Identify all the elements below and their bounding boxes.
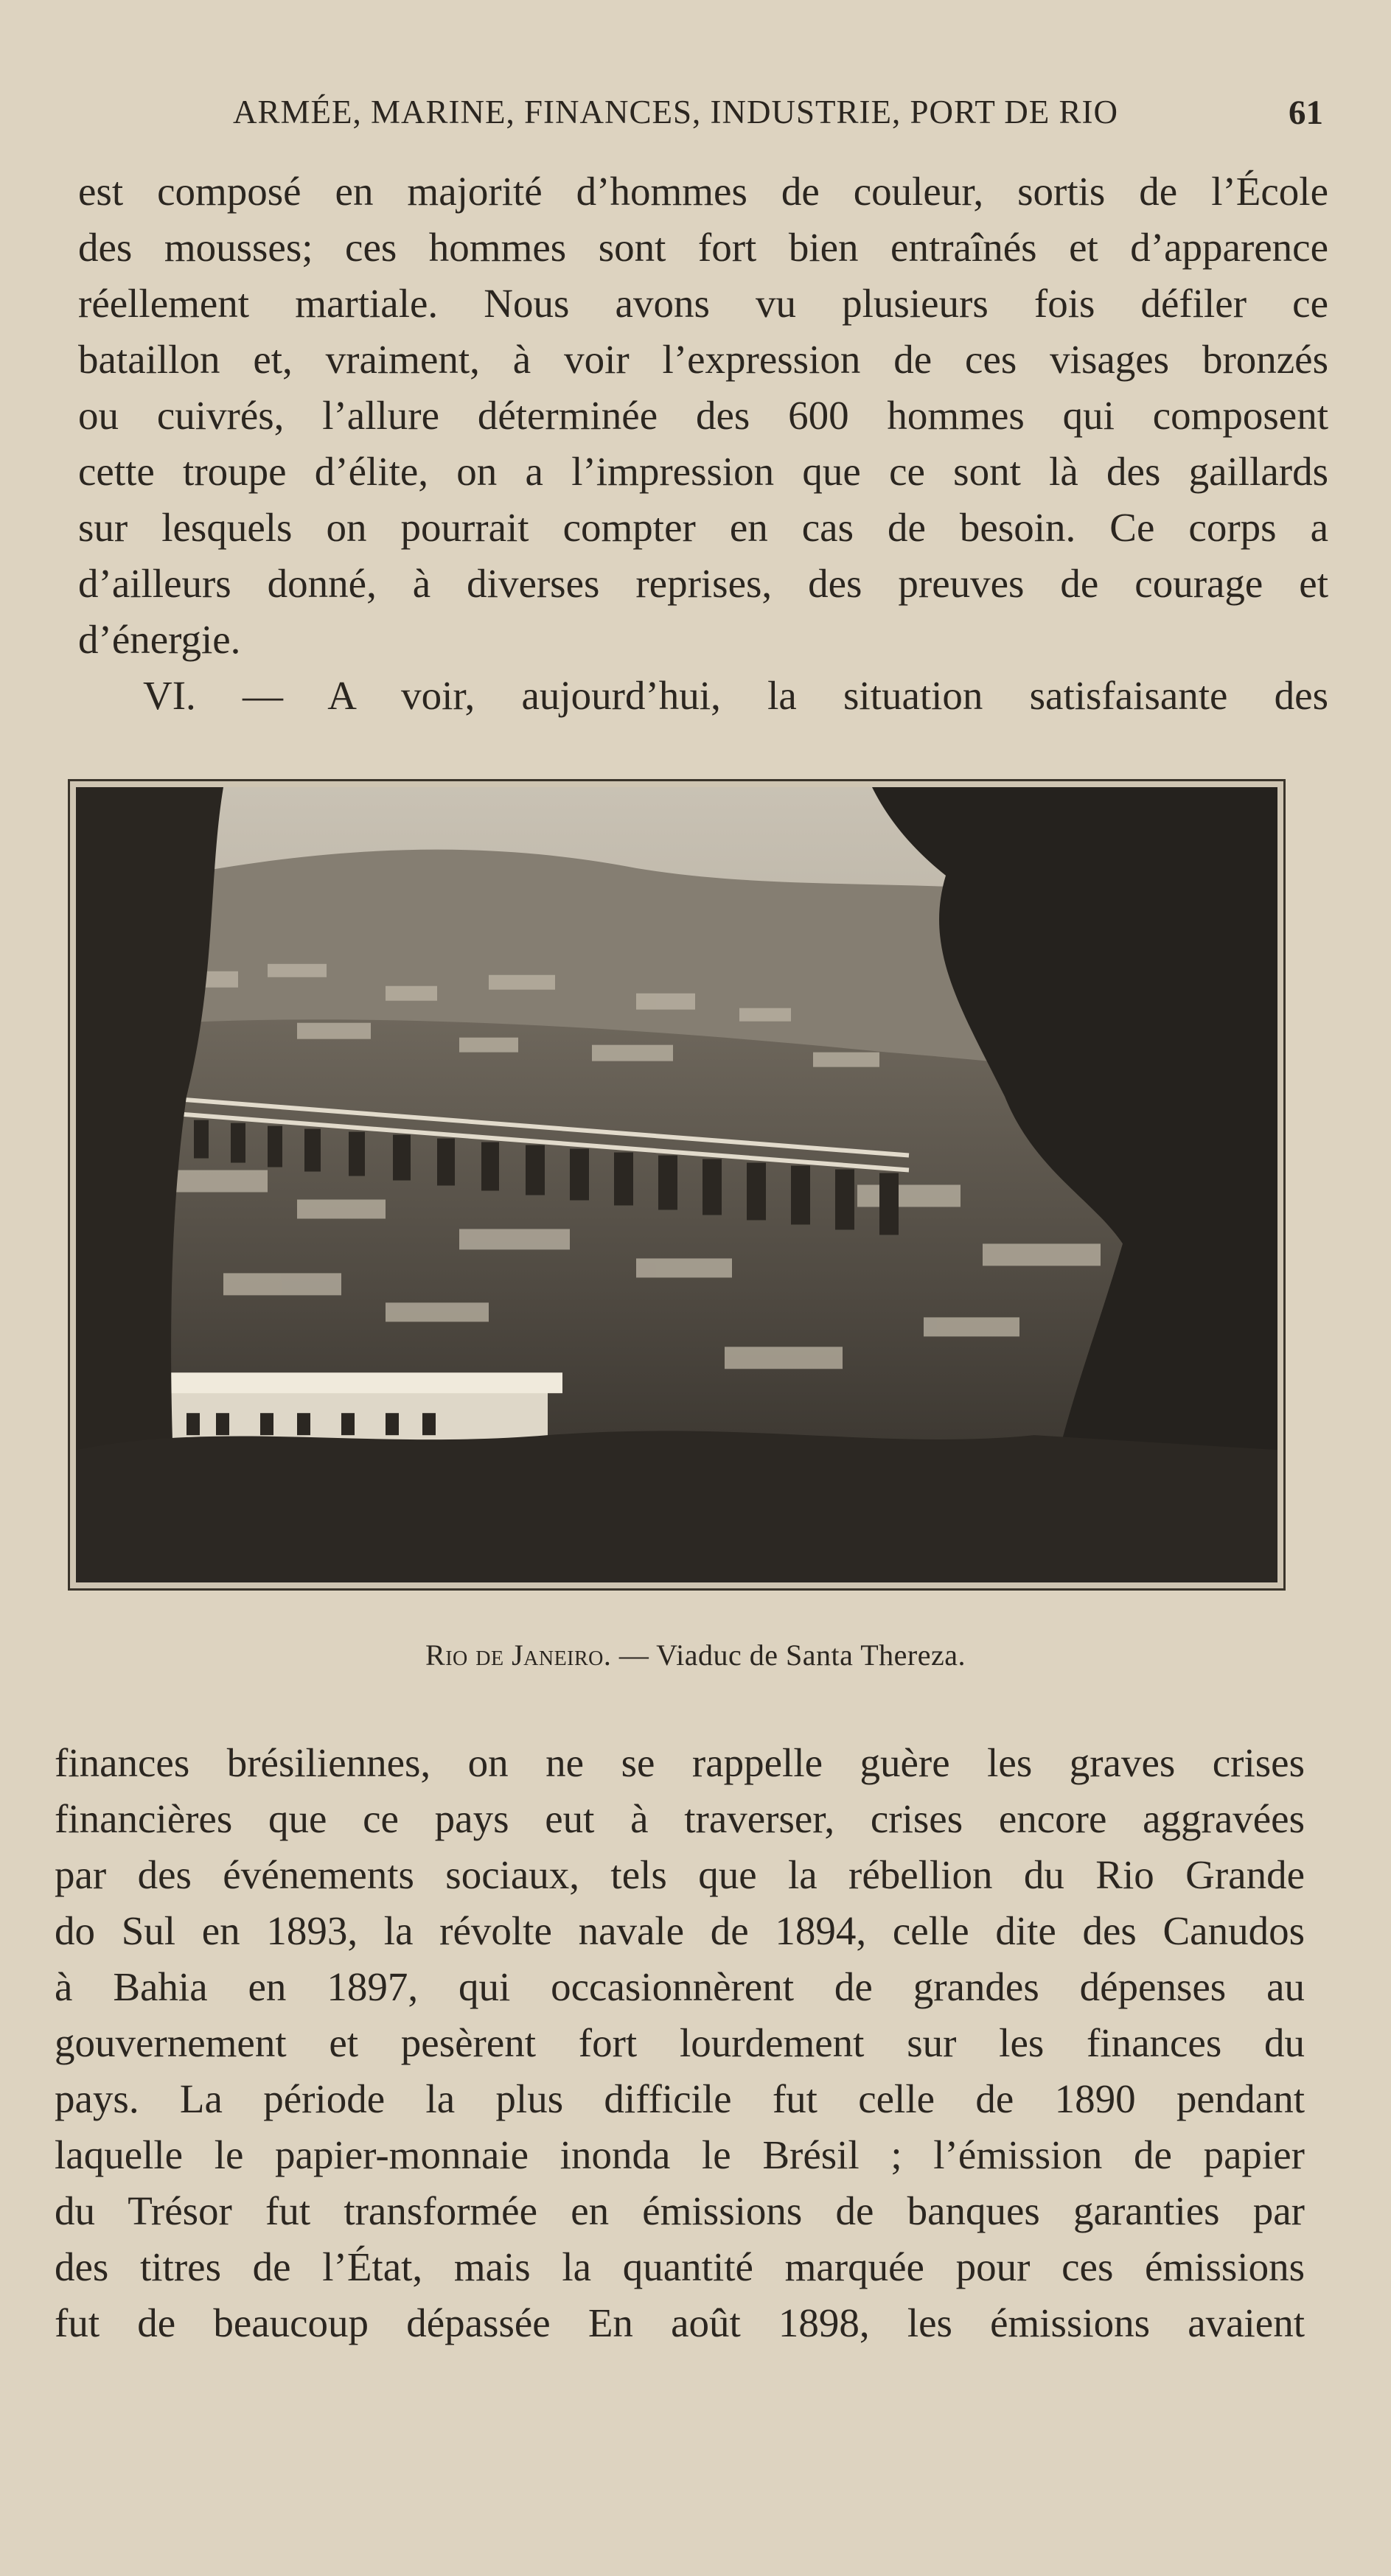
text-line: bataillon et, vraiment, à voir l’expression de ces visages bronzés bbox=[78, 337, 1328, 382]
text-line: financières que ce pays eut à traverser, crises encore aggravées bbox=[55, 1796, 1305, 1841]
foliage-foreground bbox=[76, 1431, 1277, 1582]
text-line: sur lesquels on pourrait compter en cas de besoin. Ce corps a bbox=[78, 505, 1328, 550]
text-line: gouvernement et pesèrent fort lourdement sur les finances du bbox=[55, 2020, 1305, 2065]
text-line: des mousses; ces hommes sont fort bien entraînés et d’apparence bbox=[78, 225, 1328, 270]
photo-illustration bbox=[76, 787, 1277, 1582]
text-line: des titres de l’État, mais la quantité marquée pour ces émissions bbox=[55, 2244, 1305, 2289]
figure-caption bbox=[0, 1638, 1391, 1682]
top-paragraph bbox=[78, 164, 1328, 724]
running-header bbox=[0, 87, 1391, 139]
caption-text: — Viaduc de Santa Thereza. bbox=[611, 1638, 966, 1672]
page-number: 61 bbox=[1289, 94, 1323, 132]
text-line: d’énergie. bbox=[78, 617, 241, 662]
bottom-paragraph bbox=[55, 1735, 1305, 2351]
text-line: est composé en majorité d’hommes de couleur, sortis de l’École bbox=[78, 169, 1328, 214]
text-line: réellement martiale. Nous avons vu plusieurs fois défiler ce bbox=[78, 281, 1328, 326]
text-line: pays. La période la plus difficile fut celle de 1890 pendant bbox=[55, 2076, 1305, 2121]
text-line: à Bahia en 1897, qui occasionnèrent de grandes dépenses au bbox=[55, 1964, 1305, 2009]
text-line: ou cuivrés, l’allure déterminée des 600 hommes qui composent bbox=[78, 393, 1328, 438]
caption-place: Rio de Janeiro. bbox=[425, 1638, 612, 1672]
text-line: d’ailleurs donné, à diverses reprises, des preuves de courage et bbox=[78, 561, 1328, 606]
text-line: do Sul en 1893, la révolte navale de 1894, celle dite des Canudos bbox=[55, 1908, 1305, 1953]
text-line: fut de beaucoup dépassée En août 1898, les émissions avaient bbox=[55, 2300, 1305, 2345]
text-line: finances brésiliennes, on ne se rappelle guère les graves crises bbox=[55, 1740, 1305, 1785]
text-line: cette troupe d’élite, on a l’impression que ce sont là des gaillards bbox=[78, 449, 1328, 494]
running-title: ARMÉE, MARINE, FINANCES, INDUSTRIE, PORT DE RIO bbox=[233, 94, 1119, 130]
section-opening-line: VI. — A voir, aujourd’hui, la situation satisfaisante des bbox=[143, 673, 1328, 718]
viaduct-photograph bbox=[68, 779, 1286, 1591]
text-line: du Trésor fut transformée en émissions de banques garanties par bbox=[55, 2188, 1305, 2233]
text-line: laquelle le papier-monnaie inonda le Brésil ; l’émission de papier bbox=[55, 2132, 1305, 2177]
text-line: par des événements sociaux, tels que la rébellion du Rio Grande bbox=[55, 1852, 1305, 1897]
